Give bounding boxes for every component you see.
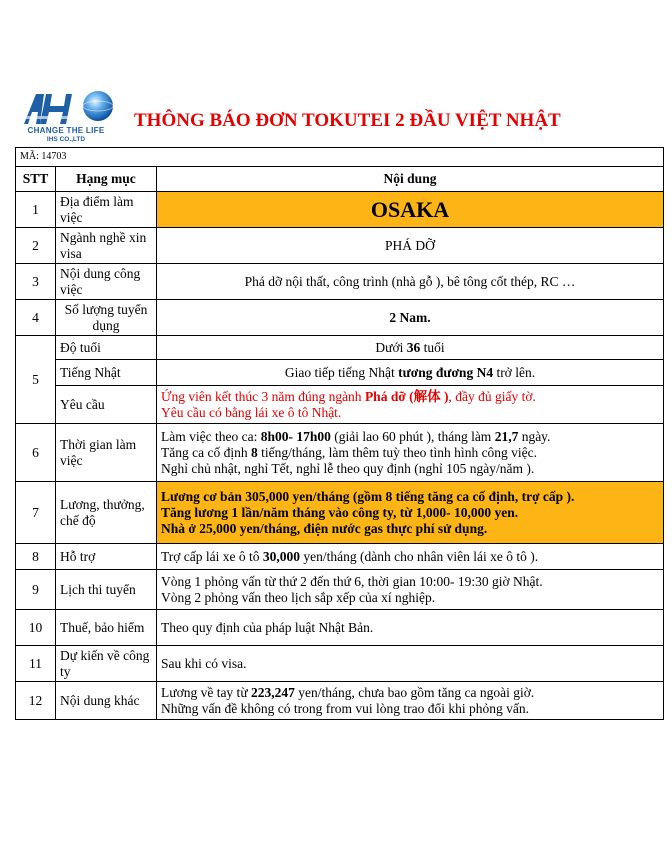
row-category: Thời gian làm việc — [56, 424, 157, 482]
row-stt: 7 — [16, 482, 56, 544]
req-line-1-bold: Phá dỡ (解体 ) — [364, 388, 449, 404]
table-row — [16, 424, 664, 482]
table-row — [16, 646, 664, 682]
jp-post: trở lên. — [493, 364, 536, 380]
salary-benefits — [157, 482, 664, 544]
row-stt: 2 — [16, 228, 56, 264]
req-line-1-pre: Ứng viên kết thúc 3 năm đúng ngành — [161, 388, 365, 404]
row-category: Số lượng tuyển dụng — [56, 300, 157, 336]
age-pre: Dưới — [375, 339, 407, 355]
row-stt: 5 — [16, 336, 56, 424]
row-stt: 3 — [16, 264, 56, 300]
net-salary: 223,247 — [251, 684, 295, 700]
table-row — [16, 544, 664, 570]
row-stt: 11 — [16, 646, 56, 682]
hours-line-3: Nghỉ chủ nhật, nghỉ Tết, nghỉ lễ theo quy định (nghỉ 105 ngày/năm ). — [161, 460, 535, 476]
age-requirement — [157, 336, 664, 360]
row-stt: 10 — [16, 610, 56, 646]
salary-line-2: Tăng lương 1 lần/năm tháng vào công ty, từ 1,000- 10,000 yen. — [161, 504, 519, 520]
row-category: Địa điểm làm việc — [56, 192, 157, 228]
col-header-content: Nội dung — [157, 167, 664, 192]
row-category: Độ tuổi — [56, 336, 157, 360]
company-logo — [16, 90, 116, 148]
logo-tagline: CHANGE THE LIFE — [27, 126, 105, 135]
row-stt: 9 — [16, 570, 56, 610]
h2-a: Tăng ca cố định — [161, 444, 251, 460]
table-header-row — [16, 167, 664, 192]
notes-line-1 — [161, 685, 659, 701]
experience-requirement — [157, 386, 664, 424]
table-row — [16, 386, 664, 424]
row-stt: 4 — [16, 300, 56, 336]
support-post: yen/tháng (dành cho nhân viên lái xe ô tô ). — [300, 548, 539, 564]
row-category: Nội dung khác — [56, 682, 157, 720]
table-row — [16, 570, 664, 610]
interview-schedule — [157, 570, 664, 610]
support-pre: Trợ cấp lái xe ô tô — [161, 548, 263, 564]
req-line-2: Yêu cầu có bằng lái xe ô tô Nhật. — [161, 404, 342, 420]
support-allowance — [157, 544, 664, 570]
row-stt: 6 — [16, 424, 56, 482]
table-row — [16, 482, 664, 544]
h2-c: tiếng/tháng, làm thêm tuỳ theo tình hình công việc. — [257, 444, 538, 460]
row-category: Lịch thi tuyển — [56, 570, 157, 610]
row-stt: 8 — [16, 544, 56, 570]
row-category: Ngành nghề xin visa — [56, 228, 157, 264]
company-schedule: Sau khi có visa. — [157, 646, 664, 682]
h1-a: Làm việc theo ca: — [161, 428, 261, 444]
code-row — [16, 148, 664, 167]
interview-line-1: Vòng 1 phỏng vấn từ thứ 2 đến thứ 6, thời gian 10:00- 19:30 giờ Nhật. — [161, 573, 543, 589]
jp-pre: Giao tiếp tiếng Nhật — [284, 364, 399, 380]
table-row — [16, 264, 664, 300]
h1-b: 8h00- 17h00 — [260, 428, 331, 444]
h2-b: 8 — [250, 444, 258, 460]
notes-pre: Lương về tay từ — [161, 684, 252, 700]
other-notes — [157, 682, 664, 720]
table-row — [16, 682, 664, 720]
logo-company: IHS CO.,LTD — [46, 136, 86, 143]
table-row — [16, 192, 664, 228]
table-row — [16, 300, 664, 336]
row-stt: 12 — [16, 682, 56, 720]
notes-post: yen/tháng, chưa bao gồm tăng ca ngoài giờ. — [294, 684, 535, 700]
salary-line-3: Nhà ở 25,000 yen/tháng, điện nước gas thực phí sử dụng. — [161, 520, 488, 536]
table-row — [16, 610, 664, 646]
req-line-1-post: , đầy đủ giấy tờ. — [448, 388, 536, 404]
document-title: THÔNG BÁO ĐƠN TOKUTEI 2 ĐẦU VIỆT NHẬT — [134, 110, 561, 131]
ihs-logo-icon — [20, 90, 116, 126]
visa-field: PHÁ DỠ — [157, 228, 664, 264]
col-header-category: Hạng mục — [56, 167, 157, 192]
col-header-stt: STT — [16, 167, 56, 192]
row-category: Thuế, bảo hiểm — [56, 610, 157, 646]
job-info-table — [15, 147, 664, 720]
age-value: 36 — [406, 339, 421, 355]
job-description: Phá dỡ nội thất, công trình (nhà gỗ ), bê tông cốt thép, RC … — [157, 264, 664, 300]
req-line-1 — [161, 389, 659, 405]
table-row — [16, 228, 664, 264]
interview-line-2: Vòng 2 phỏng vấn theo lịch sắp xếp của xí nghiệp. — [161, 589, 436, 605]
salary-line-1: Lương cơ bản 305,000 yen/tháng (gồm 8 tiếng tăng ca cố định, trợ cấp ). — [161, 488, 575, 504]
order-code: MÃ: 14703 — [16, 148, 664, 167]
age-post: tuổi — [420, 339, 445, 355]
notes-line-2: Những vấn đề không có trong from vui lòng trao đổi khi phỏng vấn. — [161, 700, 530, 716]
h1-c: (giải lao 60 phút ), tháng làm — [330, 428, 495, 444]
hours-line-1 — [161, 429, 659, 445]
support-amount: 30,000 — [262, 548, 301, 564]
h1-d: 21,7 — [494, 428, 519, 444]
recruit-count: 2 Nam. — [157, 300, 664, 336]
h1-e: ngày. — [518, 428, 551, 444]
row-category: Tiếng Nhật — [56, 360, 157, 386]
table-row — [16, 360, 664, 386]
table-row — [16, 336, 664, 360]
row-category: Yêu cầu — [56, 386, 157, 424]
row-category: Dự kiến về công ty — [56, 646, 157, 682]
hours-line-2 — [161, 445, 659, 461]
tax-insurance: Theo quy định của pháp luật Nhật Bản. — [157, 610, 664, 646]
jp-level: tương đương N4 — [398, 364, 494, 380]
row-category: Lương, thưởng, chế độ — [56, 482, 157, 544]
japanese-requirement — [157, 360, 664, 386]
row-category: Nội dung công việc — [56, 264, 157, 300]
row-category: Hỗ trợ — [56, 544, 157, 570]
work-location: OSAKA — [157, 192, 664, 228]
row-stt: 1 — [16, 192, 56, 228]
working-hours — [157, 424, 664, 482]
